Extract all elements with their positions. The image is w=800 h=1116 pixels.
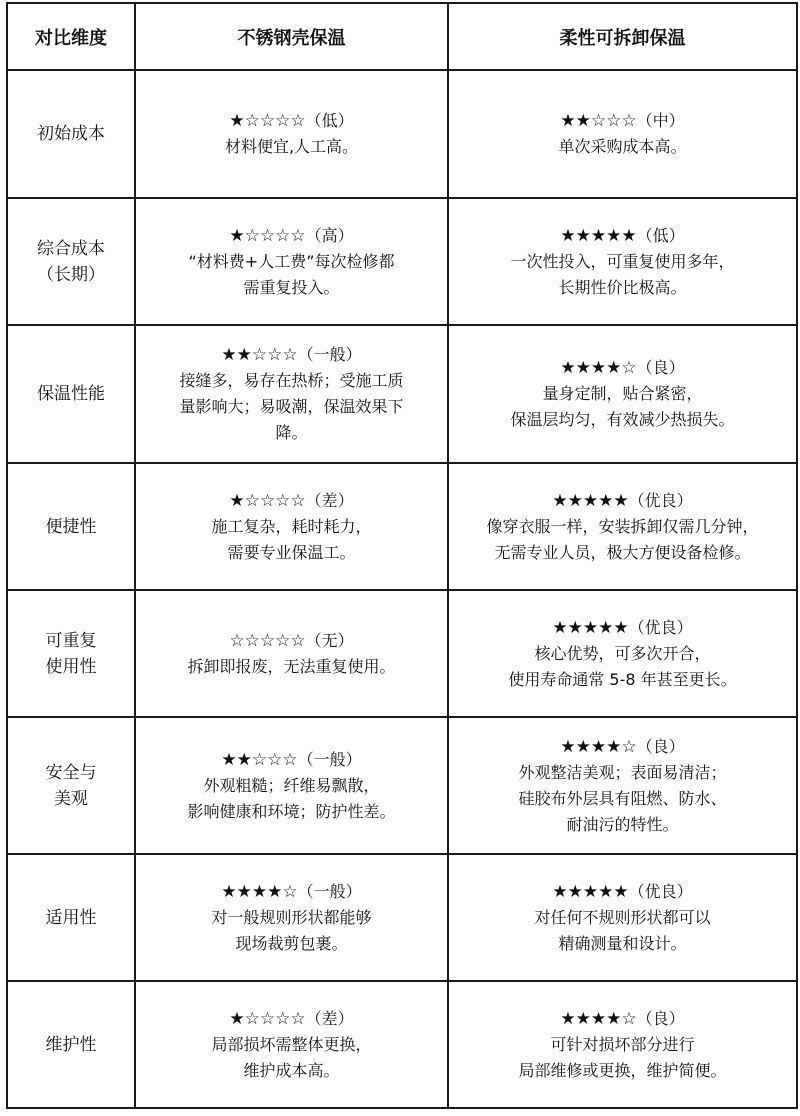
comparison-table xyxy=(6,2,798,1109)
description: 施工复杂，耗时耗力， 需要专业保温工。 xyxy=(211,516,372,562)
option-a-cell xyxy=(135,717,448,854)
rating-level: （优良） xyxy=(628,881,693,901)
rating-level: （无） xyxy=(305,630,354,650)
option-a-cell xyxy=(135,590,448,717)
option-b-cell xyxy=(448,325,797,463)
description: 外观整洁美观；表面易清洁； 硅胶布外层具有阻燃、防水、 耐油污的特性。 xyxy=(518,762,727,834)
rating-level: （一般） xyxy=(297,345,362,364)
dimension-cell: 综合成本 （长期） xyxy=(7,198,135,325)
star-rating-icon: ★★★★☆ xyxy=(221,881,298,902)
option-b-cell xyxy=(448,717,797,854)
rating-line xyxy=(453,355,792,381)
rating-level: （低） xyxy=(305,111,354,130)
star-rating-icon: ★★☆☆☆ xyxy=(560,111,637,131)
table-row xyxy=(7,854,797,981)
star-rating-icon: ★★☆☆☆ xyxy=(221,345,298,365)
rating-line xyxy=(453,1006,792,1032)
description: 材料便宜,人工高。 xyxy=(224,137,359,156)
option-a-cell xyxy=(135,854,448,981)
rating-line xyxy=(453,108,792,134)
rating-level: （优良） xyxy=(628,490,693,510)
table-row xyxy=(7,463,797,590)
description: 单次采购成本高。 xyxy=(558,137,687,156)
rating-level: （良） xyxy=(636,1008,685,1028)
description: 拆卸即报废，无法重复使用。 xyxy=(187,656,396,676)
dimension-cell: 安全与 美观 xyxy=(7,717,135,854)
dimension-cell: 可重复 使用性 xyxy=(7,590,135,717)
dimension-cell: 保温性能 xyxy=(7,325,135,463)
header-row xyxy=(7,3,797,70)
description: 对一般规则形状都能够 现场裁剪包裹。 xyxy=(211,907,372,953)
option-a-cell xyxy=(135,198,448,325)
dimension-cell: 初始成本 xyxy=(7,70,135,198)
rating-level: （一般） xyxy=(297,881,362,901)
header-option-a: 不锈钢壳保温 xyxy=(135,3,448,70)
star-rating-icon: ★☆☆☆☆ xyxy=(229,1008,306,1029)
option-a-cell xyxy=(135,70,448,198)
description: 一次性投入，可重复使用多年， 长期性价比极高。 xyxy=(510,251,735,297)
option-b-cell xyxy=(448,854,797,981)
table-row xyxy=(7,590,797,717)
star-rating-icon: ★★★★☆ xyxy=(560,358,637,378)
option-b-cell xyxy=(448,198,797,325)
rating-level: （良） xyxy=(636,736,685,756)
rating-level: （良） xyxy=(636,358,685,377)
table-row xyxy=(7,981,797,1108)
star-rating-icon: ★★★★★ xyxy=(552,490,629,511)
star-rating-icon: ★★★★☆ xyxy=(560,736,637,757)
description: 像穿衣服一样，安装拆卸仅需几分钟， 无需专业人员，极大方便设备检修。 xyxy=(486,516,759,562)
description: “材料费+人工费”每次检修都 需重复投入。 xyxy=(188,251,395,297)
rating-line xyxy=(140,108,443,134)
description: 核心优势，可多次开合， 使用寿命通常 5-8 年甚至更长。 xyxy=(508,643,737,689)
option-b-cell xyxy=(448,981,797,1108)
option-a-cell xyxy=(135,981,448,1108)
description: 对任何不规则形状都可以 精确测量和设计。 xyxy=(534,907,711,953)
rating-level: （低） xyxy=(636,225,685,245)
option-b-cell xyxy=(448,70,797,198)
rating-level: （一般） xyxy=(297,749,362,769)
rating-level: （高） xyxy=(305,225,354,245)
rating-line xyxy=(140,342,443,368)
rating-line xyxy=(140,488,443,514)
option-a-cell xyxy=(135,463,448,590)
star-rating-icon: ☆☆☆☆☆ xyxy=(229,630,306,651)
header-option-b: 柔性可拆卸保温 xyxy=(448,3,797,70)
dimension-cell: 便捷性 xyxy=(7,463,135,590)
dimension-cell: 维护性 xyxy=(7,981,135,1108)
rating-line xyxy=(453,879,792,905)
rating-line xyxy=(453,488,792,514)
description: 量身定制，贴合紧密， 保温层均匀，有效减少热损失。 xyxy=(510,384,735,429)
header-dimension: 对比维度 xyxy=(7,3,135,70)
rating-line xyxy=(140,628,443,654)
rating-line xyxy=(140,223,443,249)
table-row xyxy=(7,717,797,854)
table-row xyxy=(7,325,797,463)
star-rating-icon: ★★★★★ xyxy=(552,617,629,638)
option-a-cell xyxy=(135,325,448,463)
star-rating-icon: ★★☆☆☆ xyxy=(221,749,298,770)
rating-line xyxy=(453,734,792,760)
star-rating-icon: ★★★★☆ xyxy=(560,1008,637,1029)
dimension-cell: 适用性 xyxy=(7,854,135,981)
star-rating-icon: ★☆☆☆☆ xyxy=(229,111,306,131)
rating-level: （中） xyxy=(636,111,685,130)
rating-level: （优良） xyxy=(628,617,693,637)
rating-line xyxy=(453,615,792,641)
description: 接缝多，易存在热桥；受施工质 量影响大；易吸潮，保温效果下 降。 xyxy=(179,371,404,442)
rating-level: （差） xyxy=(305,490,354,510)
option-b-cell xyxy=(448,590,797,717)
rating-level: （差） xyxy=(305,1008,354,1028)
rating-line xyxy=(140,1006,443,1032)
description: 外观粗糙；纤维易飘散， 影响健康和环境；防护性差。 xyxy=(187,775,396,821)
description: 可针对损坏部分进行 局部维修或更换，维护简便。 xyxy=(518,1034,727,1080)
star-rating-icon: ★☆☆☆☆ xyxy=(229,225,306,246)
rating-line xyxy=(140,879,443,905)
description: 局部损坏需整体更换， 维护成本高。 xyxy=(211,1034,372,1080)
option-b-cell xyxy=(448,463,797,590)
rating-line xyxy=(140,747,443,773)
rating-line xyxy=(453,223,792,249)
star-rating-icon: ★★★★★ xyxy=(552,881,629,902)
table-row xyxy=(7,70,797,198)
star-rating-icon: ★★★★★ xyxy=(560,225,637,246)
star-rating-icon: ★☆☆☆☆ xyxy=(229,490,306,511)
table-row xyxy=(7,198,797,325)
